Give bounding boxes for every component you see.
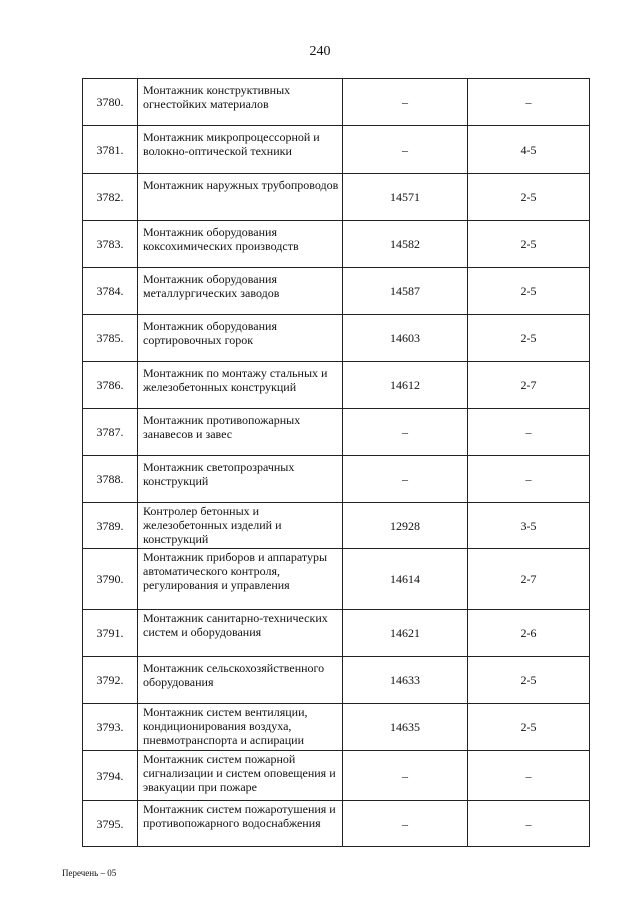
- profession-name: Монтажник светопрозрачных конструкций: [138, 456, 343, 503]
- profession-name: Монтажник оборудования сортировочных горок: [138, 315, 343, 362]
- professions-table: [82, 78, 590, 847]
- profession-code: 14612: [343, 362, 468, 409]
- profession-name: Монтажник систем вентиляции, кондиционирования воздуха, пневмотранспорта и аспирации: [138, 704, 343, 751]
- table-row: [83, 503, 590, 549]
- table-row: [83, 751, 590, 801]
- rank-range: 2-5: [468, 174, 590, 221]
- row-number: 3783.: [83, 221, 138, 268]
- row-number: 3795.: [83, 801, 138, 847]
- row-number: 3793.: [83, 704, 138, 751]
- rank-range: 2-6: [468, 610, 590, 657]
- rank-range: –: [468, 751, 590, 801]
- profession-code: –: [343, 409, 468, 456]
- profession-code: 14603: [343, 315, 468, 362]
- table-row: [83, 610, 590, 657]
- profession-code: 14635: [343, 704, 468, 751]
- row-number: 3794.: [83, 751, 138, 801]
- profession-code: –: [343, 456, 468, 503]
- row-number: 3781.: [83, 126, 138, 174]
- rank-range: 2-5: [468, 268, 590, 315]
- profession-name: Монтажник приборов и аппаратуры автоматического контроля, регулирования и управления: [138, 549, 343, 610]
- profession-code: –: [343, 751, 468, 801]
- table-row: [83, 126, 590, 174]
- row-number: 3780.: [83, 79, 138, 126]
- rank-range: –: [468, 456, 590, 503]
- profession-code: –: [343, 79, 468, 126]
- profession-name: Монтажник систем пожаротушения и противопожарного водоснабжения: [138, 801, 343, 847]
- footer-label: Перечень – 05: [62, 868, 117, 878]
- rank-range: 2-7: [468, 362, 590, 409]
- profession-name: Монтажник сельскохозяйственного оборудования: [138, 657, 343, 704]
- profession-name: Монтажник оборудования металлургических заводов: [138, 268, 343, 315]
- rank-range: 2-5: [468, 221, 590, 268]
- table-row: [83, 456, 590, 503]
- profession-name: Монтажник конструктивных огнестойких материалов: [138, 79, 343, 126]
- profession-name: Монтажник систем пожарной сигнализации и систем оповещения и эвакуации при пожаре: [138, 751, 343, 801]
- profession-code: 14614: [343, 549, 468, 610]
- table-row: [83, 801, 590, 847]
- rank-range: 2-5: [468, 704, 590, 751]
- profession-code: 12928: [343, 503, 468, 549]
- row-number: 3790.: [83, 549, 138, 610]
- profession-name: Монтажник микропроцессорной и волокно-оптической техники: [138, 126, 343, 174]
- table-row: [83, 174, 590, 221]
- rank-range: –: [468, 409, 590, 456]
- profession-code: 14582: [343, 221, 468, 268]
- profession-code: 14633: [343, 657, 468, 704]
- profession-code: 14571: [343, 174, 468, 221]
- row-number: 3789.: [83, 503, 138, 549]
- row-number: 3786.: [83, 362, 138, 409]
- profession-name: Монтажник по монтажу стальных и железобетонных конструкций: [138, 362, 343, 409]
- row-number: 3782.: [83, 174, 138, 221]
- profession-name: Контролер бетонных и железобетонных изделий и конструкций: [138, 503, 343, 549]
- profession-name: Монтажник противопожарных занавесов и завес: [138, 409, 343, 456]
- table-row: [83, 79, 590, 126]
- page-number: 240: [309, 44, 331, 59]
- rank-range: –: [468, 801, 590, 847]
- profession-name: Монтажник наружных трубопроводов: [138, 174, 343, 221]
- row-number: 3785.: [83, 315, 138, 362]
- table-row: [83, 409, 590, 456]
- row-number: 3784.: [83, 268, 138, 315]
- table-row: [83, 704, 590, 751]
- rank-range: 2-5: [468, 657, 590, 704]
- profession-code: –: [343, 801, 468, 847]
- row-number: 3787.: [83, 409, 138, 456]
- profession-code: 14621: [343, 610, 468, 657]
- rank-range: 3-5: [468, 503, 590, 549]
- row-number: 3792.: [83, 657, 138, 704]
- rank-range: 2-5: [468, 315, 590, 362]
- profession-name: Монтажник оборудования коксохимических производств: [138, 221, 343, 268]
- table-row: [83, 549, 590, 610]
- table-row: [83, 315, 590, 362]
- profession-name: Монтажник санитарно-технических систем и оборудования: [138, 610, 343, 657]
- row-number: 3791.: [83, 610, 138, 657]
- table-row: [83, 657, 590, 704]
- table-row: [83, 221, 590, 268]
- table-row: [83, 362, 590, 409]
- row-number: 3788.: [83, 456, 138, 503]
- table-row: [83, 268, 590, 315]
- rank-range: 4-5: [468, 126, 590, 174]
- rank-range: –: [468, 79, 590, 126]
- profession-code: –: [343, 126, 468, 174]
- rank-range: 2-7: [468, 549, 590, 610]
- profession-code: 14587: [343, 268, 468, 315]
